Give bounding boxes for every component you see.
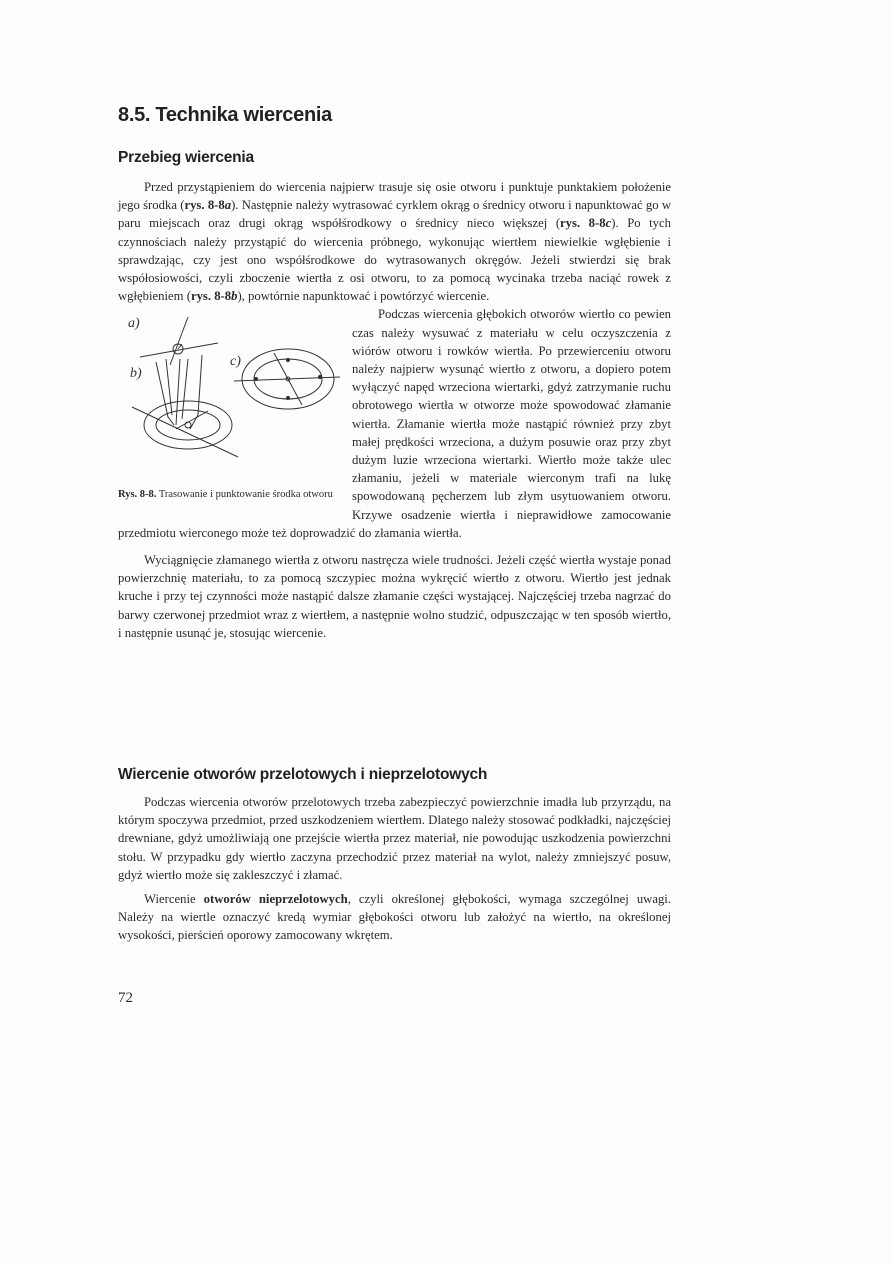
figure-label-c: c) xyxy=(230,354,241,370)
page-number: 72 xyxy=(118,990,133,1006)
chapter-heading: 8.5. Technika wiercenia xyxy=(118,104,332,126)
section-body-przelotowe xyxy=(118,793,671,945)
paragraph-blind-holes: Wiercenie otworów nieprzelotowych, czyli określonej głębokości, wymaga szczególnej uwagi. Należy na wiertle oznaczyć kredą wymiar głębokości otworu lub założyć na wiertło, na określonej wysokości, pierścień oporowy zamocowany wkrętem. xyxy=(118,892,671,943)
paragraph-intro: Przed przystąpieniem do wiercenia najpierw trasuje się osie otworu i punktuje punktakiem położenie jego środka (rys. 8-8a). Następnie należy wytrasować cyrklem okrąg o średnicy otworu i napunktować go w paru miejscach oraz drugi okrąg współśrodkowy o średnicy nieco większej (rys. 8-8c). Po tych czynnościach należy przystąpić do wiercenia próbnego, wykonując wiertłem niewielkie wgłębienie i sprawdzając, czy jest ono współśrodkowe do wytrasowanych okręgów. Jeżeli stwierdzi się brak współosiowości, czyli zboczenie wiertła z osi otworu, to za pomocą wycinaka trzeba naciąć rowek z wgłębieniem (rys. 8-8b), powtórnie napunktować i powtórzyć wiercenie. xyxy=(118,180,671,304)
section-body-przebieg xyxy=(118,178,671,642)
section-heading-przelotowe: Wiercenie otworów przelotowych i nieprzelotowych xyxy=(118,766,488,783)
paragraph-through-holes: Podczas wiercenia otworów przelotowych trzeba zabezpieczyć powierzchnie imadła lub przyrządu, na którym spoczywa przedmiot, przed uszkodzeniem wiertłem. Dlatego należy stosować podkładki, najczęściej drewniane, gdyż umożliwiają one przejście wiertła przez materiał, nie powodując uszkodzenia powierzchni stołu. W przypadku gdy wiertło zaczyna przechodzić przez materiał na wylot, należy zmniejszyć posuw, gdyż wiertło może się zakleszczyć i złamać. xyxy=(118,795,671,882)
paragraph-broken-drill: Wyciągnięcie złamanego wiertła z otworu nastręcza wiele trudności. Jeżeli część wiertła wystaje ponad powierzchnię materiału, to za pomocą szczypiec można wykręcić wiertło z otworu. Wiertło jest jednak kruche i przy tej czynności może nastąpić dalsze złamanie części wystającej. Najczęściej trzeba nagrzać do barwy czerwonej przedmiot wraz z wiertłem, a następnie wolno studzić, odpuszczając w ten sposób wiertło, i następnie usunąć je, stosując wiercenie. xyxy=(118,553,671,640)
figure-caption: Rys. 8-8. Trasowanie i punktowanie środka otworu xyxy=(118,489,333,501)
paragraph-deep-holes: a) b) c) Rys. 8-8. Trasowanie i punktowanie środka otworu Podczas wiercenia głębokich otworów wiertło co pewien czas należy wysuwać z materiału w celu oczyszczenia z wiórów otworu i rowków wiertła. Po przewierceniu otworu należy najpierw wysunąć wiertło z otworu, a dopiero potem wyłączyć napęd wrzeciona wiertarki, gdyż zatrzymanie ruchu obrotowego wiertła w otworze może spowodować złamanie wiertła. Złamanie wiertła może nastąpić również przy zbyt małej prędkości wrzeciona, a dużym posuwie oraz przy zbyt dużym luzie wrzeciona wiertarki. Wiertło może także ulec złamaniu, jeżeli w materiale wierconym trafi na lukę spowodowaną pęcherzem lub złym usytuowaniem otworu. Krzywe osadzenie wiertła i nieprawidłowe zamocowanie przedmiotu wierconego może też doprowadzić do złamania wiertła. xyxy=(118,307,671,540)
figure-8-8 xyxy=(118,305,340,519)
figure-label-a: a) xyxy=(128,316,140,332)
figure-label-b: b) xyxy=(130,366,142,382)
drilling-figure-illustration xyxy=(118,307,340,487)
section-heading-przebieg: Przebieg wiercenia xyxy=(118,149,254,166)
